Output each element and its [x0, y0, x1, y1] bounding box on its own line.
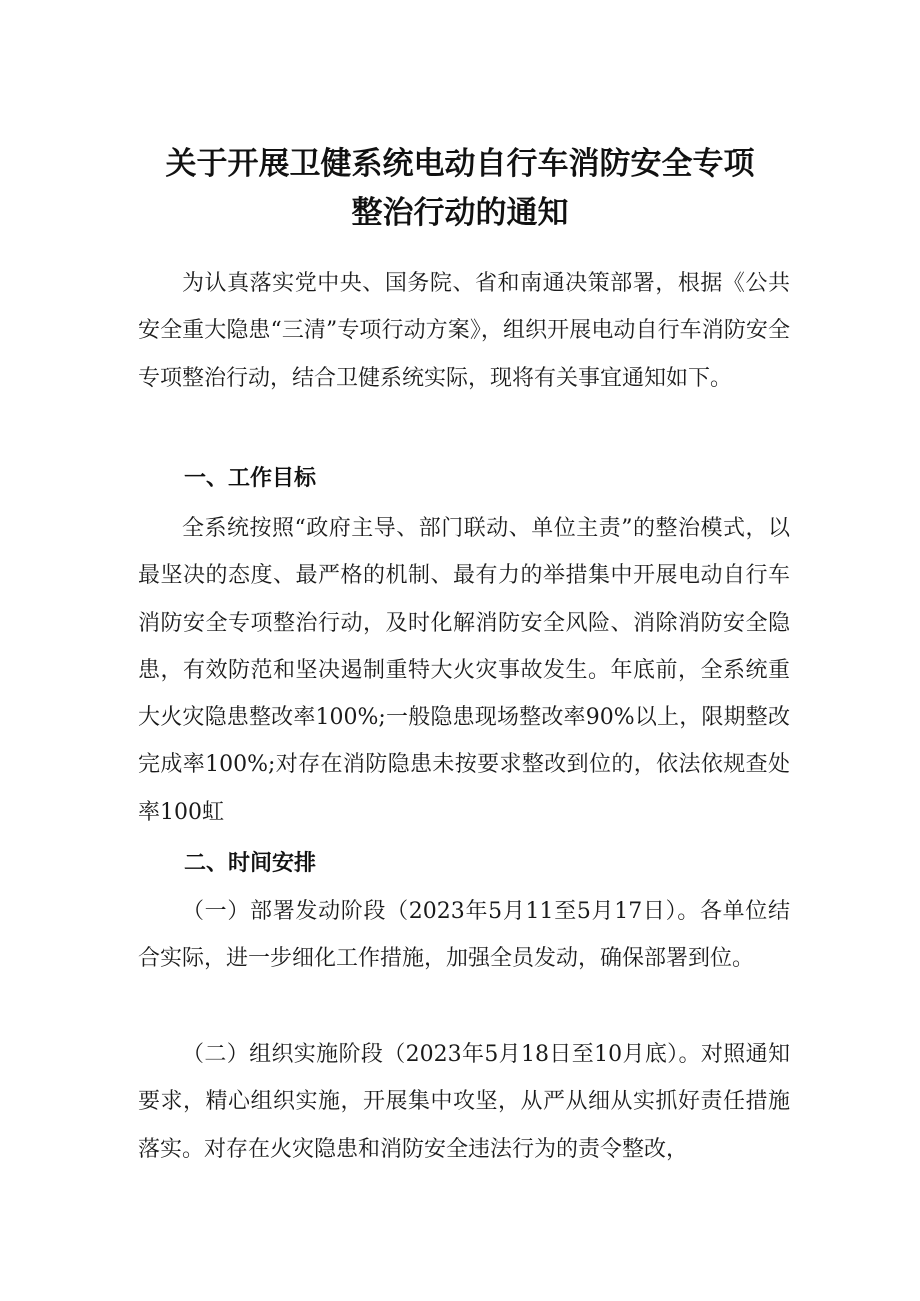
- document-title-line-2: 整治行动的通知: [351, 195, 569, 231]
- document-title-line-1: 关于开展卫健系统电动自行车消防安全专项: [165, 146, 755, 182]
- goals-paragraph: 全系统按照“政府主导、部门联动、单位主责”的整治模式，以最坚决的态度、最严格的机制、最有力的举措集中开展电动自行车消防安全专项整治行动，及时化解消防安全风险、消除消防安全隐患，有效防范和坚决遏制重特大火灾事故发生。年底前，全系统重大火灾隐患整改率100%;一般隐患现场整改率90%以上，限期整改完成率100%;对存在消防隐患未按要求整改到位的，依法依规查处率100虹: [138, 516, 790, 825]
- section-heading-goals: 一、工作目标: [184, 466, 317, 491]
- schedule-paragraph-implementation: （二）组织实施阶段（2023年5月18日至10月底）。对照通知要求，精心组织实施，开展集中攻坚，从严从细从实抓好责任措施落实。对存在火灾隐患和消防安全违法行为的责令整改，: [138, 1042, 790, 1162]
- schedule-paragraph-deployment: （一）部署发动阶段（2023年5月11至5月17日）。各单位结合实际，进一步细化工作措施，加强全员发动，确保部署到位。: [138, 899, 790, 972]
- section-heading-schedule: 二、时间安排: [184, 851, 317, 876]
- intro-paragraph: 为认真落实党中央、国务院、省和南通决策部署，根据《公共安全重大隐患“三清”专项行动方案》，组织开展电动自行车消防安全专项整治行动，结合卫健系统实际，现将有关事宜通知如下。: [138, 271, 790, 391]
